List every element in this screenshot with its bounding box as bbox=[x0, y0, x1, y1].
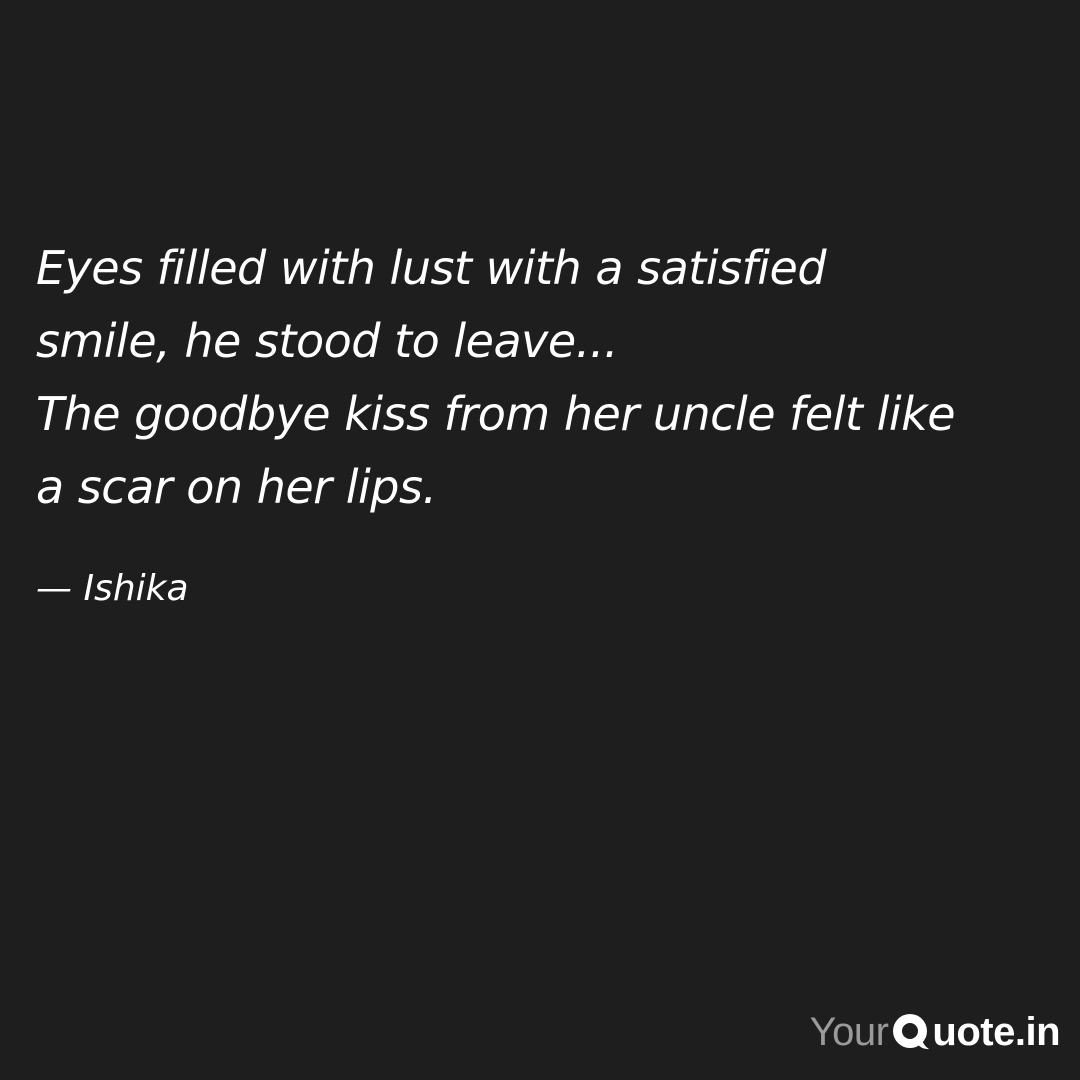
quote-text bbox=[36, 232, 1046, 524]
brand-prefix: Your bbox=[809, 1009, 889, 1054]
quote-author: — Ishika bbox=[36, 568, 189, 609]
quote-line-3: The goodbye kiss from her uncle felt like bbox=[36, 387, 956, 441]
quote-line-1: Eyes filled with lust with a satisfied bbox=[36, 241, 827, 295]
brand-suffix: uote.in bbox=[932, 1009, 1060, 1054]
quote-line-4: a scar on her lips. bbox=[36, 460, 437, 514]
quote-line-2: smile, he stood to leave... bbox=[36, 314, 619, 368]
yourquote-watermark bbox=[810, 1002, 1060, 1062]
quote-bubble-q-icon bbox=[891, 1012, 931, 1052]
